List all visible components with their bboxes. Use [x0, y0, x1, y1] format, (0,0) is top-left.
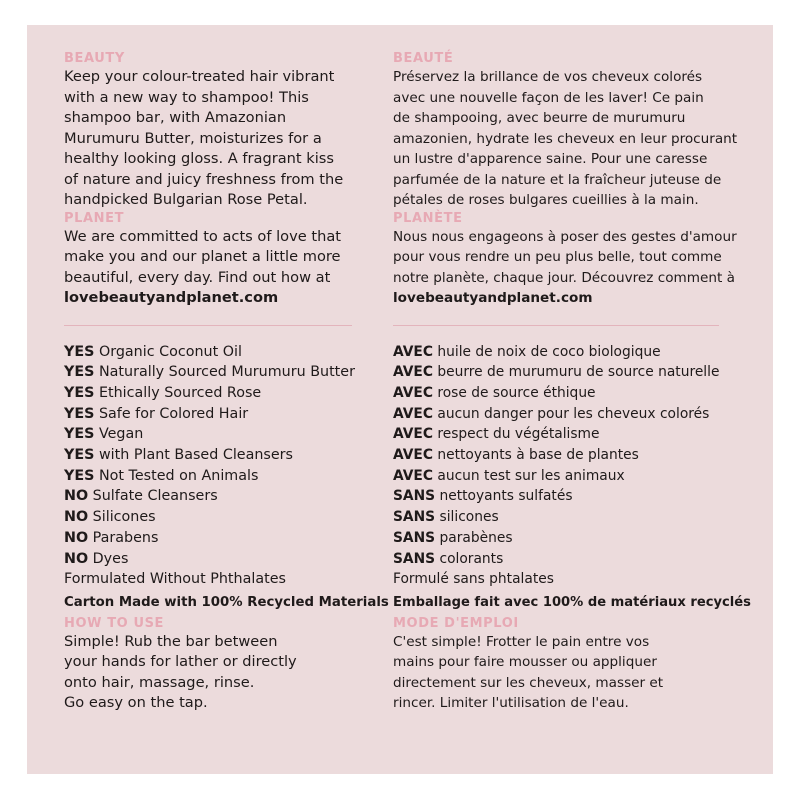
list-item [64, 342, 384, 363]
list-item [64, 507, 384, 528]
planet-paragraph [64, 227, 384, 309]
list-text: parabènes [439, 529, 513, 546]
beaute-line: pétales de roses bulgares cueillies à la main. [393, 192, 699, 208]
list-text: Ethically Sourced Rose [98, 384, 262, 401]
list-item [64, 424, 384, 445]
list-key: NO [64, 550, 89, 567]
beauty-line: handpicked Bulgarian Rose Petal. [64, 191, 308, 208]
beauty-line: healthy looking gloss. A fragrant kiss [64, 150, 335, 167]
how-to-line: Simple! Rub the bar between [64, 632, 278, 650]
list-text: Naturally Sourced Murumuru Butter [98, 364, 355, 381]
beaute-line: parfumée de la nature et la fraîcheur juteuse de [393, 171, 722, 188]
list-key: AVEC [393, 447, 433, 464]
planet-line: make you and our planet a little more [64, 248, 341, 265]
beaute-paragraph [393, 67, 743, 211]
list-item [393, 342, 743, 363]
beaute-line: amazonien, hydrate les cheveux en leur procurant [393, 130, 738, 147]
list-item [64, 466, 384, 487]
list-key: AVEC [393, 426, 433, 443]
how-to-use-heading: HOW TO USE [64, 615, 165, 631]
carton-note: Carton Made with 100% Recycled Materials [64, 594, 389, 610]
list-key: AVEC [393, 384, 433, 401]
mode-emploi-line: mains pour faire mousser ou appliquer [393, 654, 657, 671]
list-key: SANS [393, 550, 436, 567]
list-key: AVEC [393, 405, 433, 422]
website-link: lovebeautyandplanet.com [64, 289, 279, 306]
list-text: rose de source éthique [437, 384, 596, 401]
list-key: YES [64, 384, 95, 401]
beaute-line: avec une nouvelle façon de les laver! Ce pain [393, 89, 704, 106]
list-text: huile de noix de coco biologique [437, 343, 661, 360]
list-text: beurre de murumuru de source naturelle [437, 364, 720, 381]
list-text: Parabens [92, 529, 159, 546]
list-text: aucun danger pour les cheveux colorés [437, 405, 710, 422]
planete-line: notre planète, chaque jour. Découvrez comment à [393, 269, 735, 286]
list-key: NO [64, 488, 89, 505]
list-item [64, 486, 384, 507]
list-text: Dyes [92, 550, 129, 567]
mode-emploi-paragraph [393, 632, 743, 714]
list-key: AVEC [393, 467, 433, 484]
list-text: Silicones [92, 509, 156, 526]
mode-emploi-line: directement sur les cheveux, masser et [393, 674, 664, 691]
list-item [64, 528, 384, 549]
planete-paragraph [393, 227, 743, 309]
list-key: SANS [393, 509, 436, 526]
list-text: aucun test sur les animaux [437, 467, 625, 484]
list-text: nettoyants à base de plantes [437, 447, 639, 464]
planet-line: We are committed to acts of love that [64, 227, 341, 245]
section-divider [393, 325, 719, 326]
list-item [393, 383, 743, 404]
list-key: SANS [393, 488, 436, 505]
list-text: Sulfate Cleansers [92, 488, 218, 505]
list-key: YES [64, 343, 95, 360]
list-text: Not Tested on Animals [98, 467, 259, 484]
list-item [393, 445, 743, 466]
planete-line: pour vous rendre un peu plus belle, tout comme [393, 249, 722, 265]
beaute-heading: BEAUTÉ [393, 51, 454, 66]
beaute-line: Préservez la brillance de vos cheveux colorés [393, 69, 703, 85]
list-text: Organic Coconut Oil [98, 343, 242, 360]
list-key: SANS [393, 529, 436, 546]
beauty-line: Keep your colour-treated hair vibrant [64, 68, 335, 85]
list-item [393, 549, 743, 570]
how-to-use-paragraph [64, 632, 384, 714]
list-text: nettoyants sulfatés [439, 488, 573, 505]
list-item [64, 445, 384, 466]
mode-emploi-heading: MODE D'EMPLOI [393, 615, 519, 631]
list-text: Vegan [98, 426, 144, 443]
planet-line: beautiful, every day. Find out how at [64, 268, 331, 286]
list-text: silicones [439, 509, 499, 526]
how-to-line: your hands for lather or directly [64, 653, 297, 671]
phthalates-note: Formulated Without Phthalates [64, 571, 286, 588]
list-key: NO [64, 529, 89, 546]
label-panel [27, 25, 773, 774]
list-text: with Plant Based Cleansers [98, 447, 293, 464]
list-item [64, 383, 384, 404]
beauty-heading: BEAUTY [64, 51, 125, 66]
phthalates-note-fr: Formulé sans phtalates [393, 571, 554, 588]
list-item [393, 486, 743, 507]
planet-heading: PLANET [64, 210, 125, 226]
english-column [64, 51, 389, 714]
list-text: Safe for Colored Hair [98, 405, 249, 422]
list-item [393, 404, 743, 425]
beauty-line: Murumuru Butter, moisturizes for a [64, 129, 322, 147]
planete-heading: PLANÈTE [393, 210, 463, 226]
french-column [393, 51, 751, 714]
list-key: NO [64, 509, 89, 526]
list-key: YES [64, 364, 95, 381]
list-text: colorants [439, 550, 504, 567]
list-item [393, 362, 743, 383]
beaute-line: un lustre d'apparence saine. Pour une caresse [393, 151, 708, 167]
planete-line: Nous nous engageons à poser des gestes d'amour [393, 228, 737, 245]
beauty-line: shampoo bar, with Amazonian [64, 109, 287, 126]
list-item [64, 549, 384, 570]
list-item [393, 424, 743, 445]
beauty-line: of nature and juicy freshness from the [64, 170, 344, 188]
beaute-line: de shampooing, avec beurre de murumuru [393, 110, 686, 126]
list-key: AVEC [393, 343, 433, 360]
list-item [64, 362, 384, 383]
section-divider [64, 325, 352, 326]
list-key: YES [64, 405, 95, 422]
list-item [64, 404, 384, 425]
list-item [393, 507, 743, 528]
beauty-paragraph [64, 67, 384, 211]
carton-note-fr: Emballage fait avec 100% de matériaux recyclés [393, 594, 751, 610]
ingredient-list [64, 342, 384, 570]
list-key: YES [64, 426, 95, 443]
list-key: YES [64, 447, 95, 464]
website-link: lovebeautyandplanet.com [393, 290, 593, 306]
mode-emploi-line: rincer. Limiter l'utilisation de l'eau. [393, 695, 629, 712]
beauty-line: with a new way to shampoo! This [64, 88, 309, 106]
list-item [393, 528, 743, 549]
list-item [393, 466, 743, 487]
how-to-line: onto hair, massage, rinse. [64, 673, 255, 691]
how-to-line: Go easy on the tap. [64, 694, 208, 712]
list-key: YES [64, 467, 95, 484]
ingredient-list-fr [393, 342, 743, 570]
list-key: AVEC [393, 364, 433, 381]
list-text: respect du végétalisme [437, 426, 600, 443]
mode-emploi-line: C'est simple! Frotter le pain entre vos [393, 633, 650, 650]
